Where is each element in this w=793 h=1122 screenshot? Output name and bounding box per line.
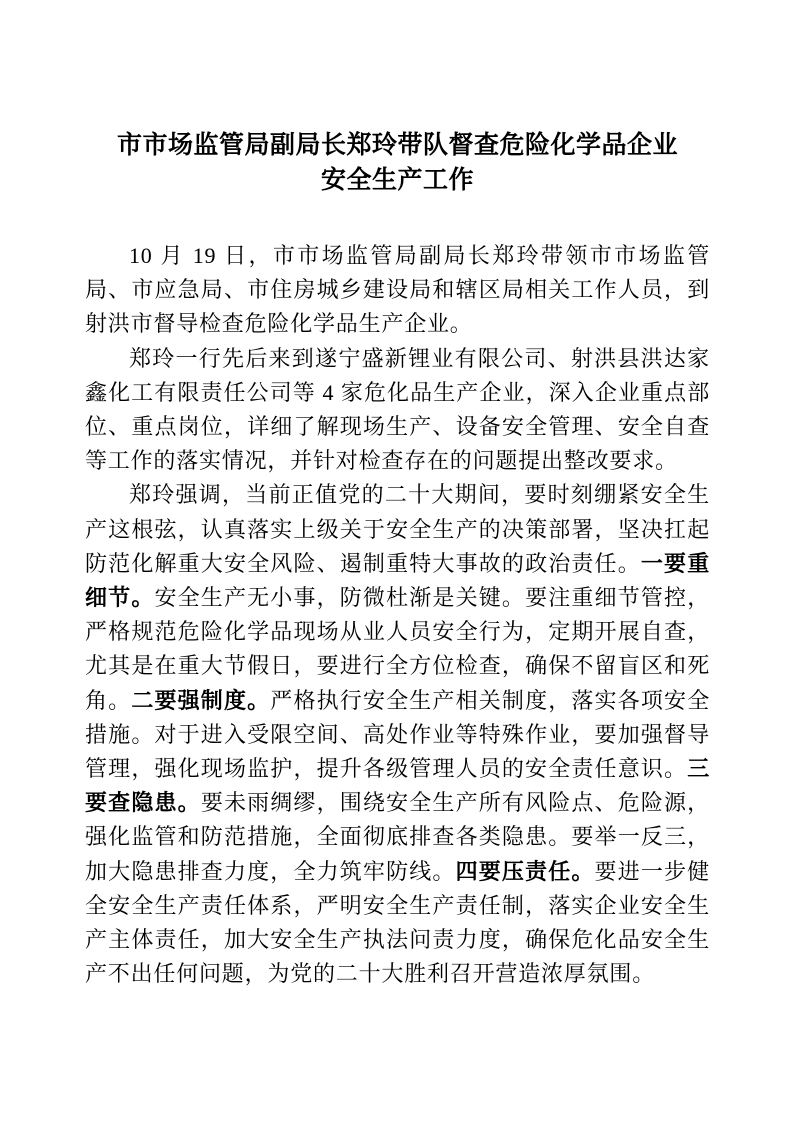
text-run: 严格执行安全生产相关制度，落实各项安全措施。对于进入受限空间、高处作业等特殊作业，要加强督导管理，强化现场监护，提升各级管理人员的安全责任意识。: [85, 687, 710, 782]
text-run: 要进一步健全安全生产责任体系，严明安全生产责任制，落实企业安全生产主体责任，加大安全生产执法问责力度，确保危化品安全生产不出任何问题，为党的二十大胜利召开营造浓厚氛围。: [85, 858, 710, 987]
title-line-2: 安全生产工作: [320, 167, 474, 194]
body-paragraph: [85, 342, 710, 479]
bold-text-run: 二要强制度。: [131, 687, 271, 713]
document-title: [85, 128, 710, 198]
body-paragraph: [85, 478, 710, 991]
text-run: 郑玲强调，当前正值党的二十大期间，要时刻绷紧安全生产这根弦，认真落实上级关于安全生产的决策部署，坚决扛起防范化解重大安全风险、遏制重特大事故的政治责任。: [85, 482, 710, 576]
document-body: [85, 239, 710, 991]
title-line-1: 市市场监管局副局长郑玲带队督查危险化学品企业: [116, 132, 678, 159]
bold-text-run: 三要查隐患。: [85, 756, 710, 816]
text-run: 要未雨绸缪，围绕安全生产所有风险点、危险源，强化监管和防范措施，全面彻底排查各类隐患。要举一反三，加大隐患排查力度，全力筑牢防线。: [85, 790, 710, 884]
text-run: 安全生产无小事，防微杜渐是关键。要注重细节管控，严格规范危险化学品现场从业人员安全行为，定期开展自查，尤其是在重大节假日，要进行全方位检查，确保不留盲区和死角。: [85, 585, 710, 713]
text-run: 10 月 19 日，市市场监管局副局长郑玲带领市市场监管局、市应急局、市住房城乡建设局和辖区局相关工作人员，到射洪市督导检查危险化学品生产企业。: [85, 243, 710, 337]
bold-text-run: 一要重细节。: [85, 550, 710, 611]
text-run: 郑玲一行先后来到遂宁盛新锂业有限公司、射洪县洪达家鑫化工有限责任公司等 4 家危化品生产企业，深入企业重点部位、重点岗位，详细了解现场生产、设备安全管理、安全自查等工作的落实情况，并针对检查存在的问题提出整改要求。: [85, 345, 710, 474]
bold-text-run: 四要压责任。: [455, 858, 595, 884]
body-paragraph: [85, 239, 710, 342]
